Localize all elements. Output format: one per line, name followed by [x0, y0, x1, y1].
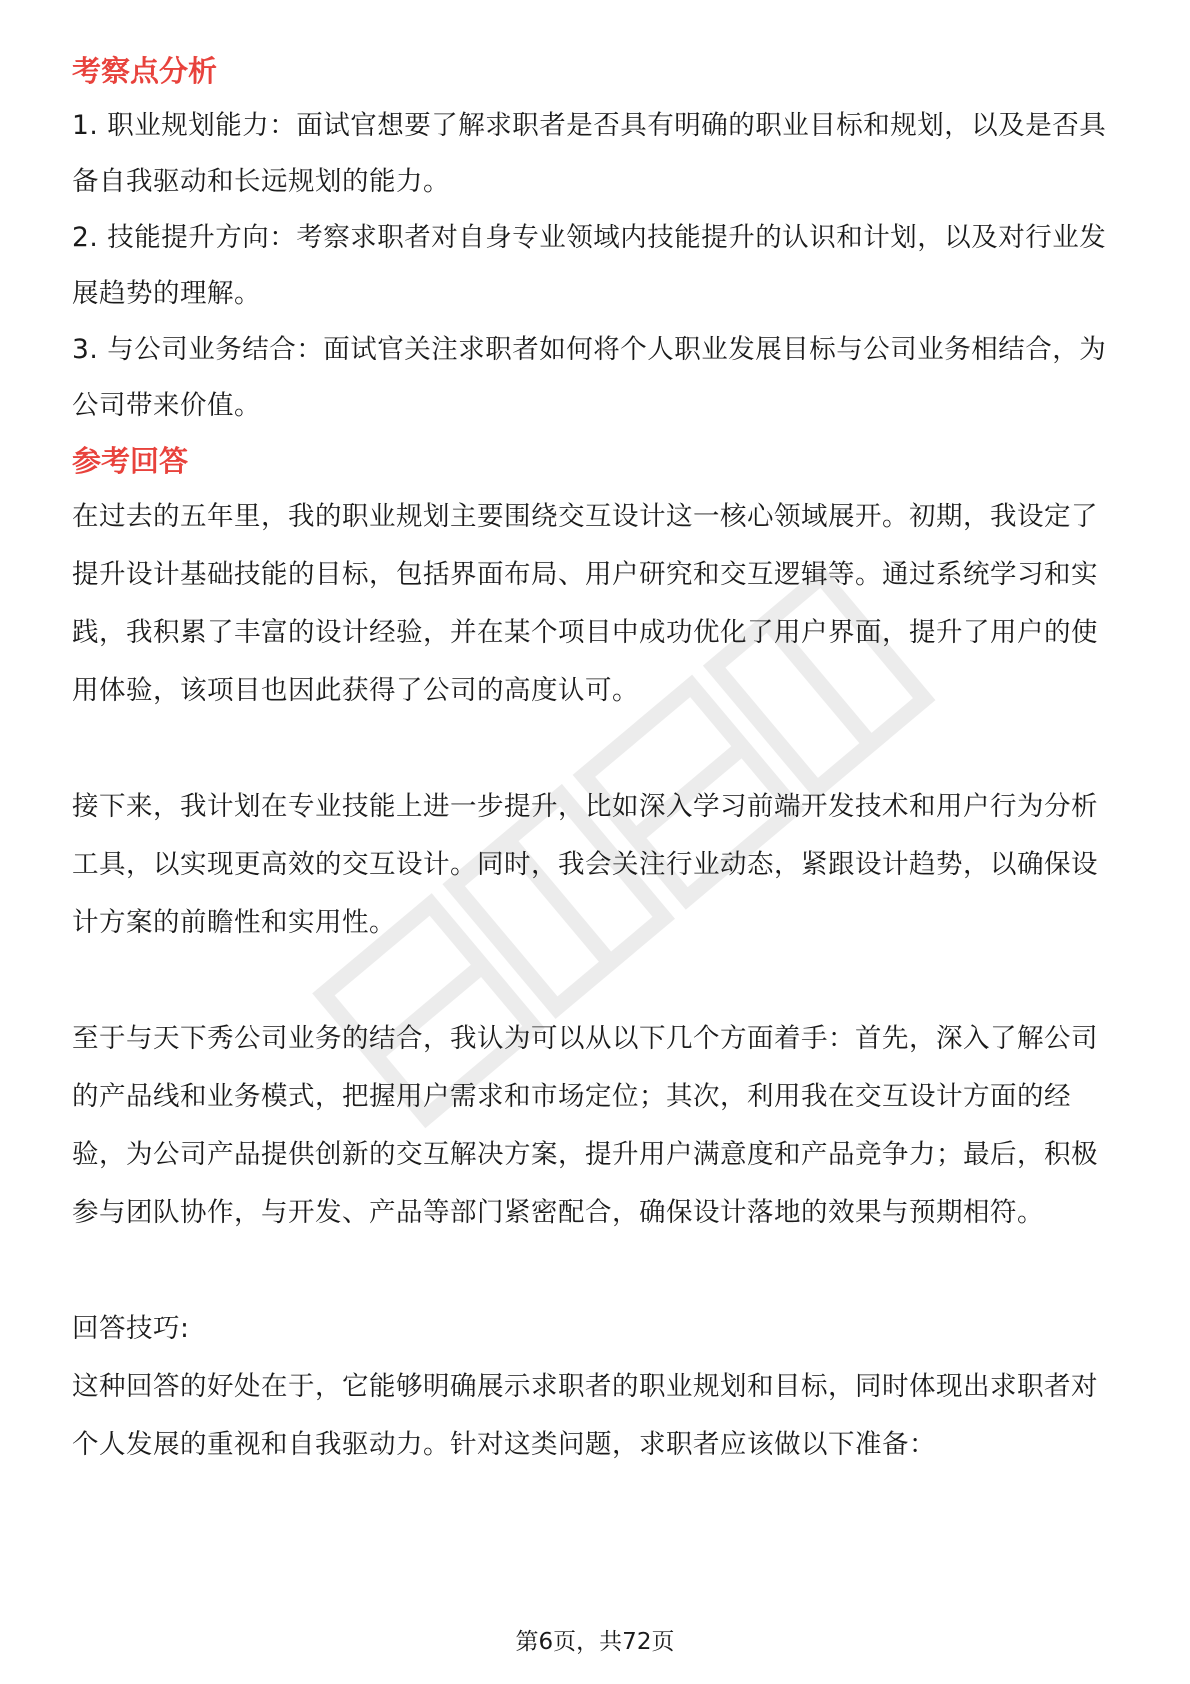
analysis-item-2: 2. 技能提升方向：考察求职者对自身专业领域内技能提升的认识和计划，以及对行业发展趋势的理解。 [72, 222, 1107, 309]
analysis-heading: 考察点分析 [72, 54, 218, 88]
tips-heading: 回答技巧: [72, 1313, 190, 1344]
analysis-item-3: 3. 与公司业务结合：面试官关注求职者如何将个人职业发展目标与公司业务相结合，为公司带来价值。 [72, 334, 1107, 421]
analysis-item-1: 1. 职业规划能力：面试官想要了解求职者是否具有明确的职业目标和规划，以及是否具备自我驱动和长远规划的能力。 [72, 110, 1107, 197]
reference-heading: 参考回答 [72, 444, 189, 478]
reference-paragraph-1: 在过去的五年里，我的职业规划主要围绕交互设计这一核心领域展开。初期，我设定了提升设计基础技能的目标，包括界面布局、用户研究和交互逻辑等。通过系统学习和实践，我积累了丰富的设计经验，并在某个项目中成功优化了用户界面，提升了用户的使用体验，该项目也因此获得了公司的高度认可。 [72, 501, 1098, 706]
tips-text: 这种回答的好处在于，它能够明确展示求职者的职业规划和目标，同时体现出求职者对个人发展的重视和自我驱动力。针对这类问题，求职者应该做以下准备： [72, 1371, 1098, 1460]
page-number: 第6页，共72页 [515, 1629, 675, 1655]
reference-paragraph-2: 接下来，我计划在专业技能上进一步提升，比如深入学习前端开发技术和用户行为分析工具，以实现更高效的交互设计。同时，我会关注行业动态，紧跟设计趋势，以确保设计方案的前瞻性和实用性。 [72, 791, 1098, 938]
reference-paragraph-3: 至于与天下秀公司业务的结合，我认为可以从以下几个方面着手：首先，深入了解公司的产品线和业务模式，把握用户需求和市场定位；其次，利用我在交互设计方面的经验，为公司产品提供创新的交互解决方案，提升用户满意度和产品竞争力；最后，积极参与团队协作，与开发、产品等部门紧密配合，确保设计落地的效果与预期相符。 [72, 1023, 1098, 1228]
page-content [72, 48, 1118, 1474]
